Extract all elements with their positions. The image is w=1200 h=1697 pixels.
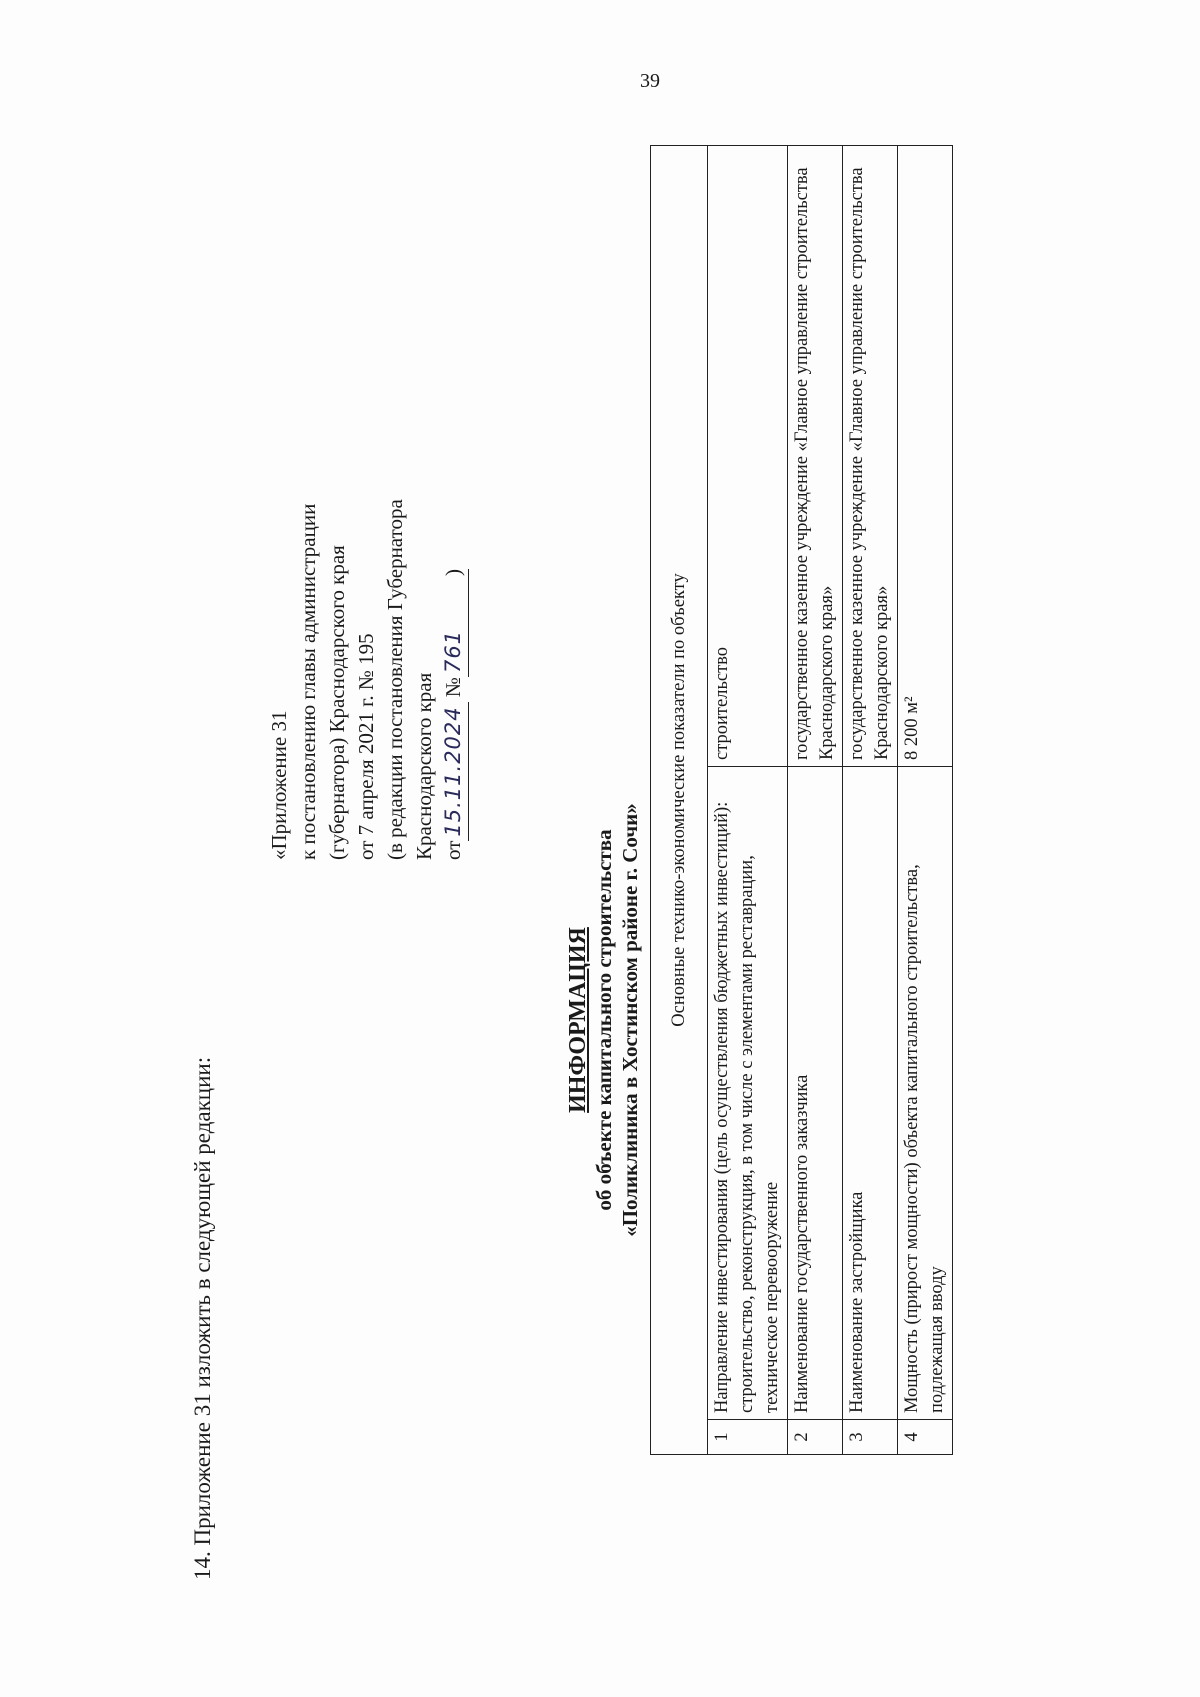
table-row: [708, 146, 788, 1455]
handwritten-number: 761: [439, 599, 469, 677]
stamp-line-1: «Приложение 31: [267, 710, 291, 860]
stamp-date-line: [439, 499, 469, 860]
table-header-row: [651, 146, 708, 1455]
row-label: Мощность (прирост мощности) объекта капитального строительства, подлежащая вводу: [898, 767, 953, 1420]
page-number: 39: [640, 70, 660, 92]
heading-title: ИНФОРМАЦИЯ: [565, 927, 591, 1113]
row-number: 1: [708, 1420, 788, 1455]
stamp-line-5: (в редакции постановления Губернатора: [383, 499, 407, 860]
row-label: Наименование государственного заказчика: [788, 767, 843, 1420]
table-row: [898, 146, 953, 1455]
intro-paragraph: 14. Приложение 31 изложить в следующей редакции:: [190, 1056, 215, 1580]
from-prefix: от: [441, 840, 465, 860]
document-heading: [565, 460, 643, 1580]
stamp-line-3: (губернатора) Краснодарского края: [325, 545, 349, 860]
row-value: государственное казенное учреждение «Главное управление строительства Краснодарского края»: [788, 146, 843, 767]
table-row: [843, 146, 898, 1455]
number-sign: №: [441, 677, 465, 698]
stamp-line-4: от 7 апреля 2021 г. № 195: [354, 633, 378, 860]
stamp-line-6: Краснодарского края: [412, 672, 436, 860]
row-value: 8 200 м²: [898, 146, 953, 767]
row-label: Направление инвестирования (цель осуществления бюджетных инвестиций): строительство, реконструкция, в том числе с элементами реставрации, техническое перевооружение: [708, 767, 788, 1420]
table-row: [788, 146, 843, 1455]
row-value: строительство: [708, 146, 788, 767]
rotated-content: [180, 140, 1080, 1580]
row-number: 2: [788, 1420, 843, 1455]
handwritten-date: 15.11.2024: [439, 702, 469, 840]
row-value: государственное казенное учреждение «Главное управление строительства Краснодарского края»: [843, 146, 898, 767]
row-number: 3: [843, 1420, 898, 1455]
appendix-stamp: [265, 499, 469, 860]
heading-line-3: «Поликлиника в Хостинском районе г. Сочи»: [618, 803, 642, 1237]
row-number: 4: [898, 1420, 953, 1455]
stamp-line-2: к постановлению главы администрации: [296, 503, 320, 860]
indicators-table: [650, 145, 953, 1455]
table-header: Основные технико-экономические показатели по объекту: [651, 146, 708, 1455]
close-paren: ): [439, 569, 469, 599]
heading-line-2: об объекте капитального строительства: [592, 829, 616, 1211]
row-label: Наименование застройщика: [843, 767, 898, 1420]
